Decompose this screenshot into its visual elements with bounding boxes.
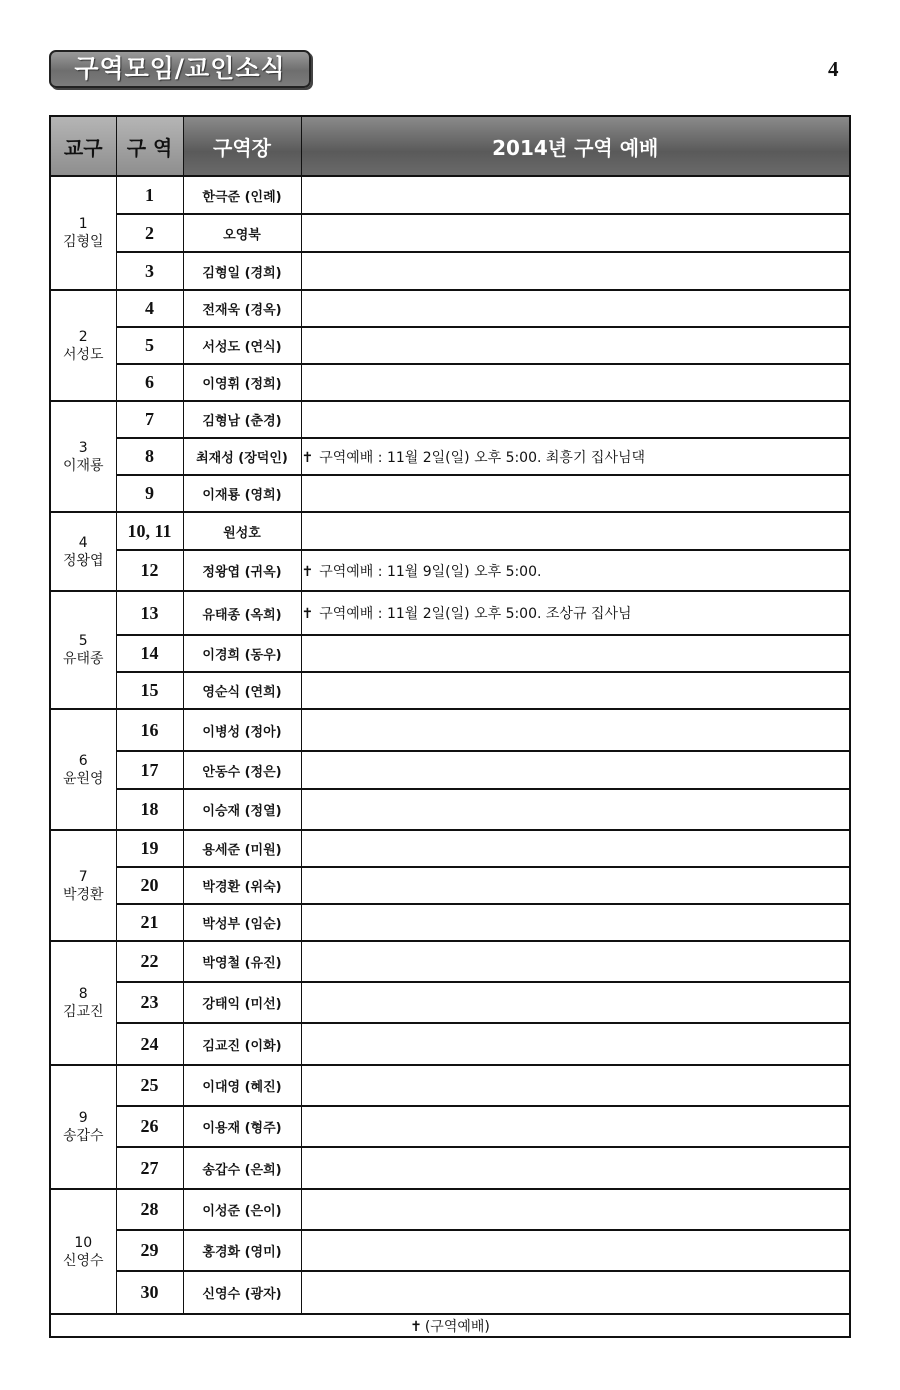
group-number: 1 — [78, 216, 88, 232]
group-leader-name: 이재룡 — [62, 457, 104, 474]
district-leader: 이병성 (정아) — [183, 709, 301, 751]
table-row — [50, 214, 850, 252]
table-row — [50, 290, 850, 327]
group-number: 10 — [74, 1234, 93, 1251]
worship-note-text: 구역예배 : 11월 9일(일) 오후 5:00. — [319, 563, 542, 580]
worship-note — [301, 1271, 850, 1314]
worship-note — [301, 252, 850, 290]
worship-note — [301, 214, 850, 252]
district-leader: 전재욱 (경옥) — [183, 290, 301, 327]
district-number: 2 — [116, 214, 183, 252]
district-leader: 한극준 (인례) — [183, 176, 301, 214]
worship-note — [301, 550, 850, 591]
district-number: 19 — [116, 830, 183, 867]
group-cell — [50, 176, 116, 290]
worship-note — [301, 709, 850, 751]
district-leader: 영순식 (연희) — [183, 672, 301, 709]
district-leader: 용세준 (미원) — [183, 830, 301, 867]
worship-note — [301, 1230, 850, 1271]
worship-note — [301, 672, 850, 709]
district-number: 28 — [116, 1189, 183, 1230]
table-row — [50, 941, 850, 982]
district-leader: 정왕엽 (귀옥) — [183, 550, 301, 591]
cross-icon: ✝ — [410, 1318, 422, 1335]
worship-note — [301, 1147, 850, 1189]
table-row — [50, 1023, 850, 1065]
district-leader: 이성준 (은이) — [183, 1189, 301, 1230]
table-row — [50, 867, 850, 904]
table-row — [50, 1147, 850, 1189]
footer-text: (구역예배) — [424, 1318, 490, 1335]
cross-icon: ✝ — [301, 606, 314, 622]
group-cell — [50, 1189, 116, 1314]
worship-note-text: 구역예배 : 11월 2일(일) 오후 5:00. 최흥기 집사님댁 — [319, 449, 646, 466]
worship-note — [301, 364, 850, 401]
group-number: 4 — [78, 534, 88, 551]
group-number: 7 — [78, 868, 88, 885]
district-number: 21 — [116, 904, 183, 941]
district-leader: 송갑수 (은희) — [183, 1147, 301, 1189]
table-row — [50, 635, 850, 672]
worship-note — [301, 512, 850, 550]
district-number: 24 — [116, 1023, 183, 1065]
district-number: 7 — [116, 401, 183, 438]
table-header-row — [50, 116, 850, 176]
worship-note — [301, 1189, 850, 1230]
district-number: 27 — [116, 1147, 183, 1189]
table-row — [50, 591, 850, 635]
table-row — [50, 751, 850, 789]
worship-note — [301, 401, 850, 438]
worship-note — [301, 1023, 850, 1065]
table-row — [50, 176, 850, 214]
district-leader: 김형남 (춘경) — [183, 401, 301, 438]
district-leader: 이재룡 (영희) — [183, 475, 301, 512]
district-number: 4 — [116, 290, 183, 327]
district-number: 29 — [116, 1230, 183, 1271]
district-leader: 유태종 (옥희) — [183, 591, 301, 635]
district-leader: 박경환 (위숙) — [183, 867, 301, 904]
worship-note — [301, 941, 850, 982]
table-row — [50, 1106, 850, 1147]
district-leader: 안동수 (정은) — [183, 751, 301, 789]
table-row — [50, 982, 850, 1023]
district-leader: 홍경화 (영미) — [183, 1230, 301, 1271]
district-leader: 원성호 — [183, 512, 301, 550]
group-leader-name: 김형일 — [62, 234, 104, 250]
district-number: 18 — [116, 789, 183, 830]
district-leader: 박성부 (임순) — [183, 904, 301, 941]
worship-note — [301, 327, 850, 364]
group-cell — [50, 941, 116, 1065]
district-leader: 김교진 (이화) — [183, 1023, 301, 1065]
group-leader-name: 송갑수 — [62, 1128, 104, 1144]
district-number: 23 — [116, 982, 183, 1023]
district-number: 20 — [116, 867, 183, 904]
worship-note — [301, 635, 850, 672]
worship-note — [301, 438, 850, 475]
group-cell — [50, 512, 116, 591]
table-footer-row — [50, 1314, 850, 1337]
table-row — [50, 401, 850, 438]
table-row — [50, 1189, 850, 1230]
worship-note — [301, 830, 850, 867]
district-number: 3 — [116, 252, 183, 290]
district-number: 30 — [116, 1271, 183, 1314]
district-leader: 이경희 (동우) — [183, 635, 301, 672]
district-leader: 박영철 (유진) — [183, 941, 301, 982]
district-number: 12 — [116, 550, 183, 591]
district-number: 26 — [116, 1106, 183, 1147]
district-leader: 서성도 (연식) — [183, 327, 301, 364]
group-cell — [50, 591, 116, 709]
table-body — [50, 176, 850, 1314]
district-number: 22 — [116, 941, 183, 982]
district-worship-table — [49, 115, 851, 1338]
district-leader: 이승재 (정열) — [183, 789, 301, 830]
cross-icon: ✝ — [301, 449, 314, 466]
group-number: 9 — [78, 1110, 88, 1126]
cross-icon: ✝ — [301, 563, 314, 580]
table-row — [50, 904, 850, 941]
group-cell — [50, 290, 116, 401]
district-leader: 김형일 (경희) — [183, 252, 301, 290]
table-row — [50, 1065, 850, 1106]
district-number: 16 — [116, 709, 183, 751]
table-row — [50, 475, 850, 512]
worship-note-text: 구역예배 : 11월 2일(일) 오후 5:00. 조상규 집사님 — [319, 606, 632, 622]
table-row — [50, 438, 850, 475]
worship-note — [301, 982, 850, 1023]
table-row — [50, 550, 850, 591]
page-number: 4 — [828, 57, 839, 81]
table-row — [50, 830, 850, 867]
district-leader: 이대영 (혜진) — [183, 1065, 301, 1106]
table-row — [50, 512, 850, 550]
district-number: 14 — [116, 635, 183, 672]
group-leader-name: 서성도 — [62, 346, 104, 363]
district-number: 13 — [116, 591, 183, 635]
group-cell — [50, 401, 116, 512]
table-row — [50, 327, 850, 364]
table-row — [50, 709, 850, 751]
table-row — [50, 672, 850, 709]
footer-cell — [50, 1314, 850, 1337]
worship-note — [301, 904, 850, 941]
worship-note — [301, 475, 850, 512]
group-leader-name: 윤원영 — [62, 770, 104, 787]
header-district: 구 역 — [116, 116, 183, 176]
district-number: 10, 11 — [116, 512, 183, 550]
page-title: 구역모임/교인소식 — [49, 50, 311, 88]
worship-note — [301, 1065, 850, 1106]
district-number: 6 — [116, 364, 183, 401]
district-number: 5 — [116, 327, 183, 364]
table-row — [50, 1271, 850, 1314]
district-number: 1 — [116, 176, 183, 214]
group-cell — [50, 830, 116, 941]
district-number: 15 — [116, 672, 183, 709]
worship-note — [301, 1106, 850, 1147]
district-leader: 신영수 (광자) — [183, 1271, 301, 1314]
group-cell — [50, 709, 116, 830]
worship-note — [301, 290, 850, 327]
group-leader-name: 신영수 — [62, 1252, 104, 1269]
table-row — [50, 252, 850, 290]
worship-note — [301, 591, 850, 635]
district-leader: 최재성 (장덕인) — [183, 438, 301, 475]
group-number: 8 — [78, 986, 88, 1002]
group-number: 3 — [78, 439, 88, 456]
district-leader: 오영북 — [183, 214, 301, 252]
group-cell — [50, 1065, 116, 1189]
group-number: 2 — [78, 328, 88, 345]
worship-note — [301, 176, 850, 214]
group-leader-name: 정왕엽 — [62, 552, 104, 569]
worship-note — [301, 867, 850, 904]
district-number: 9 — [116, 475, 183, 512]
group-leader-name: 박경환 — [62, 886, 104, 903]
table-row — [50, 364, 850, 401]
header-worship: 2014년 구역 예배 — [301, 116, 850, 176]
district-leader: 강태익 (미선) — [183, 982, 301, 1023]
group-number: 6 — [78, 752, 88, 769]
district-number: 25 — [116, 1065, 183, 1106]
header-group: 교구 — [50, 116, 116, 176]
header-leader: 구역장 — [183, 116, 301, 176]
district-number: 8 — [116, 438, 183, 475]
group-leader-name: 유태종 — [62, 651, 104, 667]
table-row — [50, 789, 850, 830]
group-leader-name: 김교진 — [62, 1004, 104, 1020]
worship-note — [301, 751, 850, 789]
group-number: 5 — [78, 633, 88, 649]
district-leader: 이영휘 (정희) — [183, 364, 301, 401]
district-number: 17 — [116, 751, 183, 789]
district-leader: 이용재 (형주) — [183, 1106, 301, 1147]
table-row — [50, 1230, 850, 1271]
worship-note — [301, 789, 850, 830]
